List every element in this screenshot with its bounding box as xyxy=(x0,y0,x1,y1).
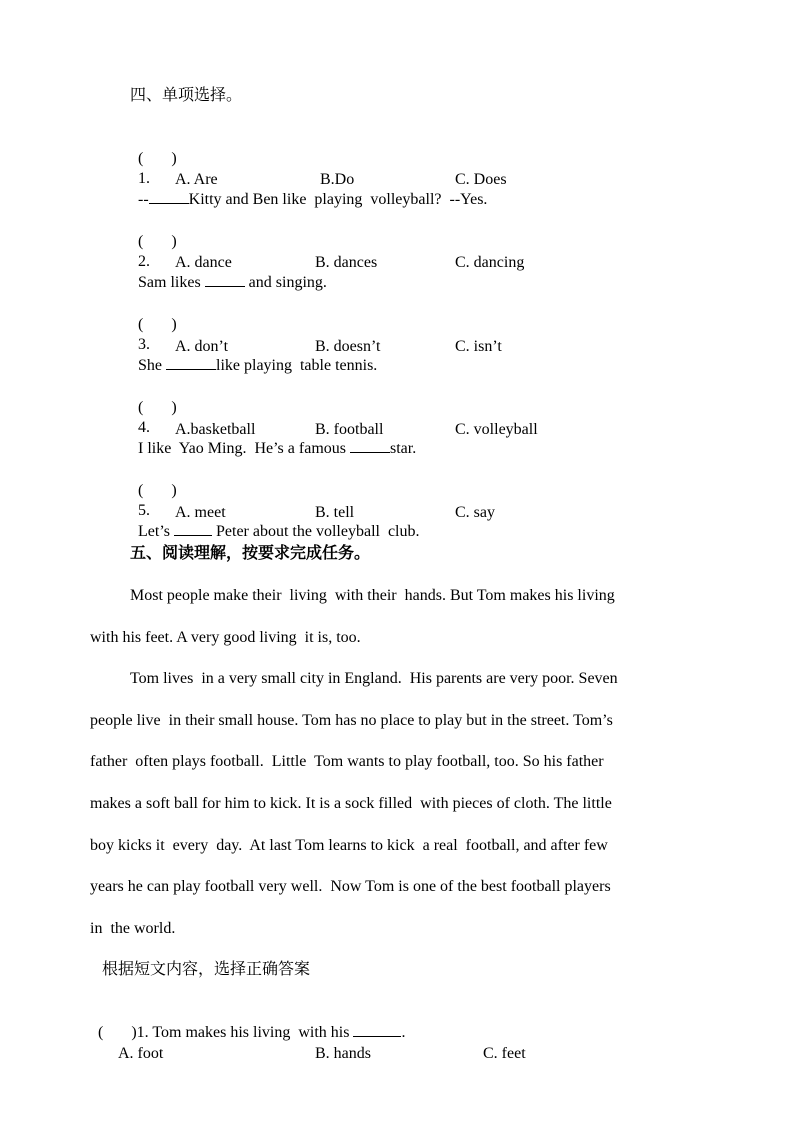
question-3 xyxy=(130,295,377,376)
question-text-before: Let’s xyxy=(138,523,170,540)
option-c: C. isn’t xyxy=(455,338,502,355)
option-a: A. foot xyxy=(118,1045,164,1062)
option-b: B. hands xyxy=(315,1045,371,1062)
passage-line: father often plays football. Little Tom wants to play football, too. So his father xyxy=(90,753,604,770)
option-b: B.Do xyxy=(320,171,355,188)
question-text-before: She xyxy=(138,357,162,374)
section-4-heading: 四、单项选择。 xyxy=(130,87,243,104)
passage-line: Most people make their living with their hands. But Tom makes his living xyxy=(130,587,615,604)
question-text-before: I like Yao Ming. He’s a famous xyxy=(138,440,346,457)
question-number: 4. xyxy=(138,419,150,436)
question-prefix: -- xyxy=(138,191,149,208)
section-5-heading: 五、阅读理解，按要求完成任务。 xyxy=(130,545,371,562)
passage-line: with his feet. A very good living it is, too. xyxy=(90,629,361,646)
fill-blank[interactable] xyxy=(205,272,245,287)
option-b: B. doesn’t xyxy=(315,338,381,355)
question-5 xyxy=(130,461,420,542)
option-b: B. football xyxy=(315,421,384,438)
question-text-before: Sam likes xyxy=(138,274,201,291)
instruction-text: 根据短文内容，选择正确答案 xyxy=(102,961,311,978)
fill-blank[interactable] xyxy=(174,521,212,536)
answer-paren[interactable]: ( ) xyxy=(138,399,177,416)
question-number: 1. xyxy=(138,170,150,187)
question-number: 2. xyxy=(138,253,150,270)
reading-question-1 xyxy=(90,1002,405,1043)
fill-blank[interactable] xyxy=(166,355,216,370)
option-a: A. dance xyxy=(175,254,232,271)
question-number: 3. xyxy=(138,336,150,353)
question-number: 5. xyxy=(138,502,150,519)
fill-blank[interactable] xyxy=(149,189,189,204)
passage-line: Tom lives in a very small city in England. His parents are very poor. Seven xyxy=(130,670,618,687)
option-c: C. Does xyxy=(455,171,507,188)
option-a: A. Are xyxy=(175,171,218,188)
passage-line: people live in their small house. Tom has no place to play but in the street. Tom’s xyxy=(90,712,613,729)
passage-line: in the world. xyxy=(90,920,176,937)
option-b: B. tell xyxy=(315,504,355,521)
answer-paren[interactable]: ( ) xyxy=(138,150,177,167)
answer-paren[interactable]: ( ) xyxy=(138,482,177,499)
fill-blank[interactable] xyxy=(350,438,390,453)
passage-line: boy kicks it every day. At last Tom learns to kick a real football, and after few xyxy=(90,837,608,854)
option-a: A. don’t xyxy=(175,338,229,355)
option-b: B. dances xyxy=(315,254,378,271)
question-text: 1. Tom makes his living with his xyxy=(136,1024,350,1041)
fill-blank[interactable] xyxy=(353,1022,401,1037)
option-c: C. dancing xyxy=(455,254,525,271)
question-text-after: star. xyxy=(389,440,417,457)
option-c: C. volleyball xyxy=(455,421,538,438)
question-text-after: and singing. xyxy=(248,274,327,291)
option-c: C. say xyxy=(455,504,495,521)
option-c: C. feet xyxy=(483,1045,526,1062)
answer-paren[interactable]: ( ) xyxy=(98,1024,137,1041)
answer-paren[interactable]: ( ) xyxy=(138,233,177,250)
answer-paren[interactable]: ( ) xyxy=(138,316,177,333)
question-4 xyxy=(130,378,416,459)
question-end: . xyxy=(401,1024,406,1041)
question-text: Kitty and Ben like playing volleyball? --Yes. xyxy=(188,191,488,208)
passage-line: years he can play football very well. Now Tom is one of the best football players xyxy=(90,878,611,895)
question-text-after: Peter about the volleyball club. xyxy=(216,523,420,540)
passage-line: makes a soft ball for him to kick. It is a sock filled with pieces of cloth. The little xyxy=(90,795,612,812)
question-text-after: like playing table tennis. xyxy=(216,357,378,374)
option-a: A.basketball xyxy=(175,421,256,438)
option-a: A. meet xyxy=(175,504,226,521)
